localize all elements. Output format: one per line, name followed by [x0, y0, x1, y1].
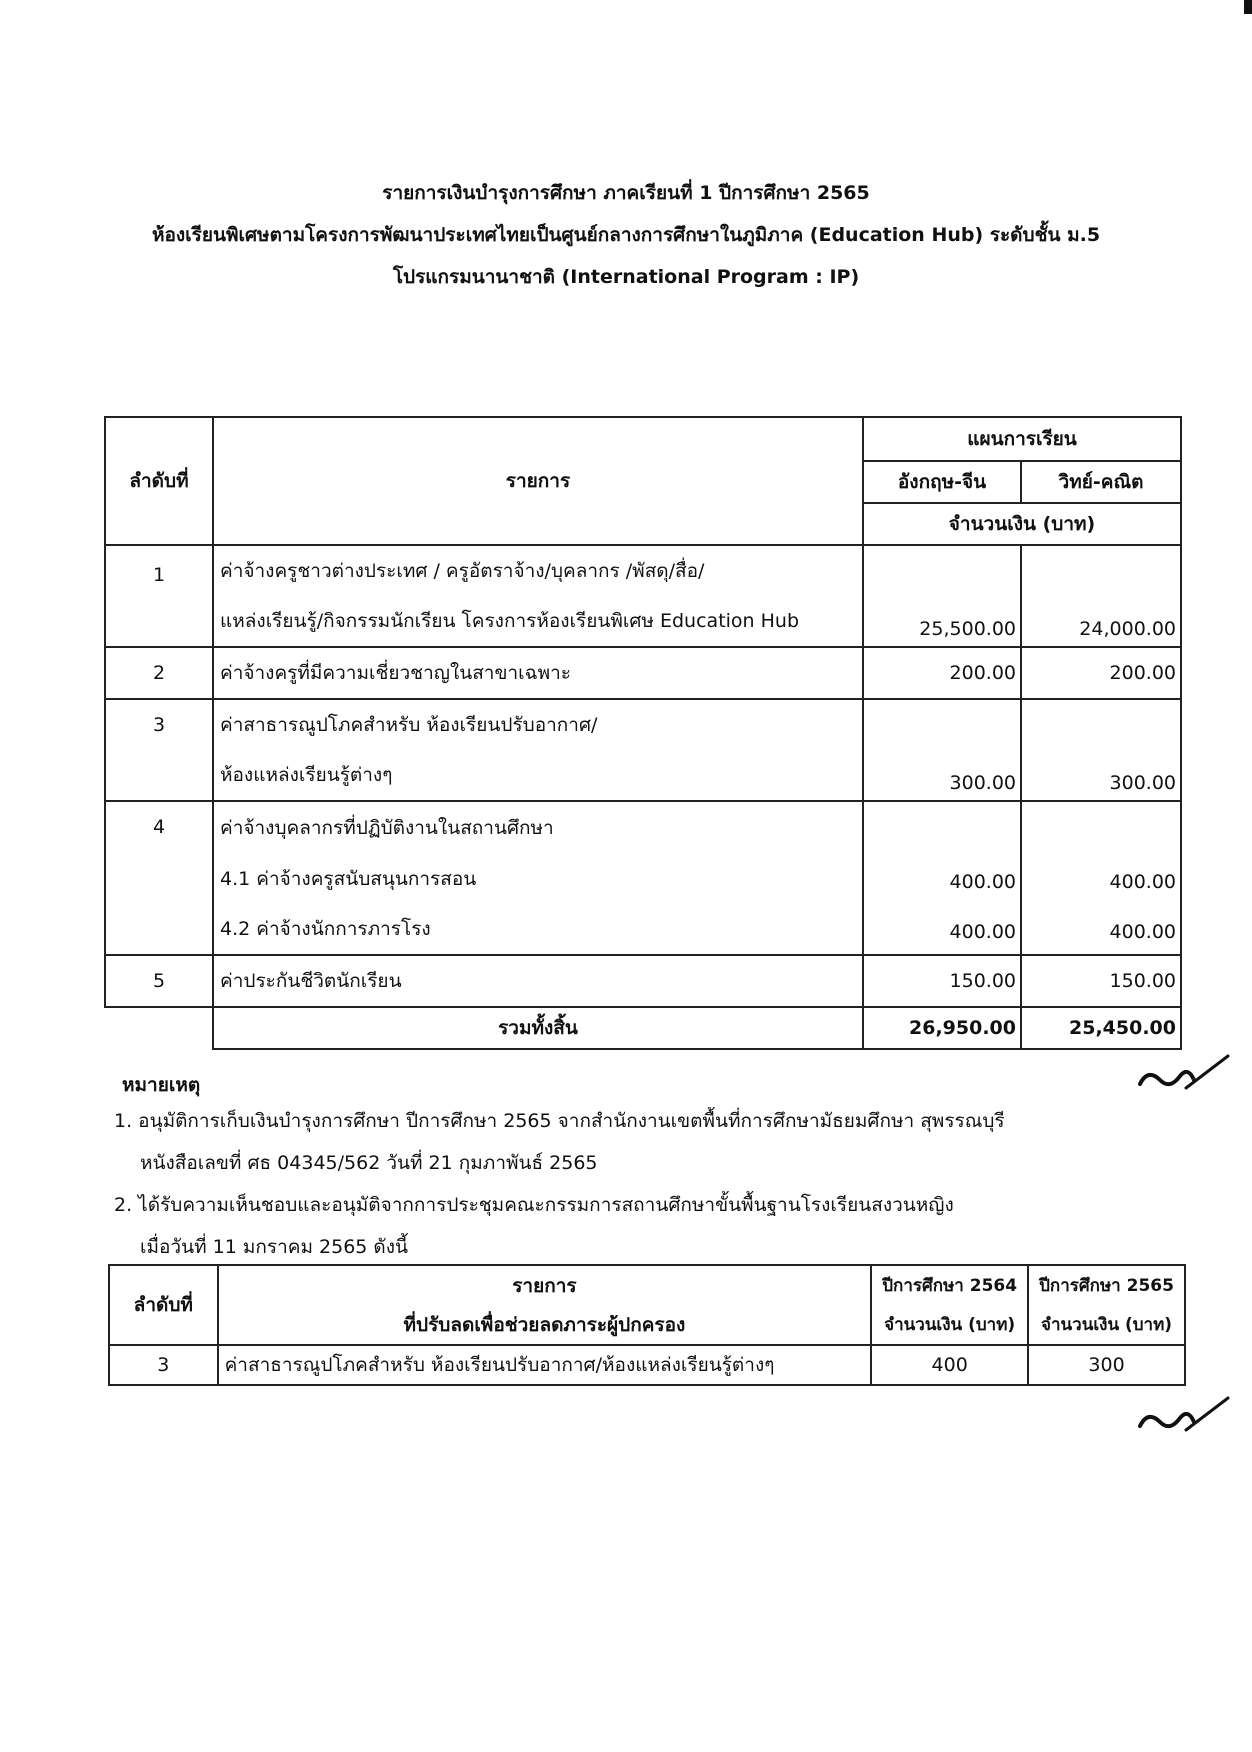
- note-2-line-1: 2. ได้รับความเห็นชอบและอนุมัติจากการประชุมคณะกรรมการสถานศึกษาขั้นพื้นฐานโรงเรียนสงวนหญิง: [114, 1194, 954, 1216]
- row-item-line: ค่าสาธารณูปโภคสำหรับ ห้องเรียนปรับอากาศ/: [220, 714, 598, 736]
- amount-english-chinese: 150.00: [863, 955, 1021, 1007]
- amount-english-chinese: 200.00: [863, 647, 1021, 699]
- sub-amount: 400.00: [1109, 871, 1176, 893]
- adjust-header-no: ลำดับที่: [109, 1265, 218, 1345]
- header-amount: จำนวนเงิน (บาท): [863, 503, 1181, 545]
- doc-subtitle: ห้องเรียนพิเศษตามโครงการพัฒนาประเทศไทยเป็นศูนย์กลางการศึกษาในภูมิภาค (Education Hub) ระดับชั้น ม.5: [151, 224, 1101, 246]
- adjust-row-2565: 300: [1028, 1345, 1185, 1385]
- amount-english-chinese: [863, 801, 1021, 955]
- total-science-math: 25,450.00: [1021, 1007, 1181, 1049]
- adjust-row-2564: 400: [871, 1345, 1028, 1385]
- amount-science-math: 200.00: [1021, 647, 1181, 699]
- sub-amount: 400.00: [949, 921, 1016, 943]
- adjust-header-year-2565: ปีการศึกษา 2565: [1028, 1265, 1185, 1305]
- notes-title: หมายเหตุ: [122, 1074, 201, 1096]
- table-row: [105, 647, 1181, 699]
- doc-program: โปรแกรมนานาชาติ (International Program : IP): [392, 266, 860, 288]
- amount-science-math: 300.00: [1021, 699, 1181, 801]
- header-item: รายการ: [213, 417, 863, 545]
- row-subitem: 4.2 ค่าจ้างนักการภารโรง: [220, 918, 431, 940]
- note-2-line-2: เมื่อวันที่ 11 มกราคม 2565 ดังนี้: [140, 1236, 409, 1258]
- table-row: [105, 545, 1181, 647]
- fee-table: [104, 416, 1182, 1050]
- corner-mark: [1244, 0, 1252, 14]
- table-row: [105, 801, 1181, 955]
- note-1-line-1: 1. อนุมัติการเก็บเงินบำรุงการศึกษา ปีการศึกษา 2565 จากสำนักงานเขตพื้นที่การศึกษามัธยมศึกษา สุพรรณบุรี: [114, 1110, 1005, 1132]
- amount-english-chinese: 25,500.00: [863, 545, 1021, 647]
- amount-science-math: [1021, 801, 1181, 955]
- header-plan: แผนการเรียน: [863, 417, 1181, 461]
- amount-science-math: 24,000.00: [1021, 545, 1181, 647]
- row-item: ค่าประกันชีวิตนักเรียน: [213, 955, 863, 1007]
- adjust-header-year-2564: ปีการศึกษา 2564: [871, 1265, 1028, 1305]
- row-item: [213, 699, 863, 801]
- sub-amount: 400.00: [949, 871, 1016, 893]
- adjust-header-amount-2565: จำนวนเงิน (บาท): [1028, 1305, 1185, 1345]
- row-item-line: ค่าจ้างบุคลากรที่ปฏิบัติงานในสถานศึกษา: [220, 817, 554, 839]
- table-row: [105, 699, 1181, 801]
- table-row: [105, 955, 1181, 1007]
- adjust-header-amount-2564: จำนวนเงิน (บาท): [871, 1305, 1028, 1345]
- row-no: 2: [105, 647, 213, 699]
- adjust-header-item-1: รายการ: [218, 1265, 872, 1305]
- row-no: 3: [105, 699, 213, 801]
- row-no: 1: [105, 545, 213, 647]
- amount-english-chinese: 300.00: [863, 699, 1021, 801]
- sub-amount: 400.00: [1109, 921, 1176, 943]
- header-plan-science-math: วิทย์-คณิต: [1021, 461, 1181, 503]
- row-item-line: ห้องแหล่งเรียนรู้ต่างๆ: [220, 764, 393, 786]
- row-item-line: ค่าจ้างครูชาวต่างประเทศ / ครูอัตราจ้าง/บุคลากร /พัสดุ/สื่อ/: [220, 560, 705, 582]
- table-row: [109, 1345, 1185, 1385]
- row-item: [213, 801, 863, 955]
- row-no: 4: [105, 801, 213, 955]
- header-no: ลำดับที่: [105, 417, 213, 545]
- amount-science-math: 150.00: [1021, 955, 1181, 1007]
- signature-mark: [1136, 1050, 1232, 1096]
- row-item-line: แหล่งเรียนรู้/กิจกรรมนักเรียน โครงการห้องเรียนพิเศษ Education Hub: [220, 610, 800, 632]
- header-plan-english-chinese: อังกฤษ-จีน: [863, 461, 1021, 503]
- adjust-row-item: ค่าสาธารณูปโภคสำหรับ ห้องเรียนปรับอากาศ/ห้องแหล่งเรียนรู้ต่างๆ: [218, 1345, 872, 1385]
- row-item: ค่าจ้างครูที่มีความเชี่ยวชาญในสาขาเฉพาะ: [213, 647, 863, 699]
- total-row: [105, 1007, 1181, 1049]
- row-subitem: 4.1 ค่าจ้างครูสนับสนุนการสอน: [220, 868, 477, 890]
- adjust-header-item-2: ที่ปรับลดเพื่อช่วยลดภาระผู้ปกครอง: [218, 1305, 872, 1345]
- note-1-line-2: หนังสือเลขที่ ศธ 04345/562 วันที่ 21 กุมภาพันธ์ 2565: [140, 1152, 598, 1174]
- adjustment-table: [108, 1264, 1186, 1386]
- signature-mark: [1136, 1392, 1232, 1438]
- row-no: 5: [105, 955, 213, 1007]
- doc-title: รายการเงินบำรุงการศึกษา ภาคเรียนที่ 1 ปีการศึกษา 2565: [382, 182, 870, 204]
- total-empty-cell: [105, 1007, 213, 1049]
- row-item: [213, 545, 863, 647]
- total-label: รวมทั้งสิ้น: [213, 1007, 863, 1049]
- adjust-row-no: 3: [109, 1345, 218, 1385]
- total-english-chinese: 26,950.00: [863, 1007, 1021, 1049]
